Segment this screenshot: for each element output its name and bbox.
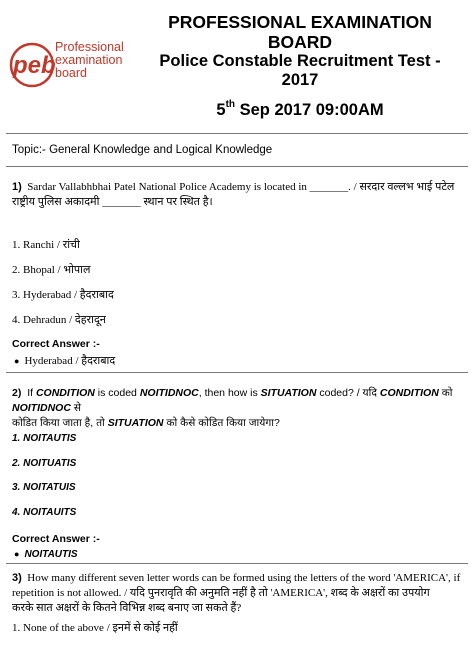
- title-line4: 2017: [281, 71, 319, 89]
- exam-title: [130, 12, 470, 121]
- q1-option-3: 3. Hyderabad / हैदराबाद: [12, 289, 114, 301]
- divider: [6, 133, 468, 134]
- question-2-text: 2) If CONDITION is coded NOITIDNOC, then how is SITUATION coded? / यदि CONDITION को NOITIDNOC से कोडित किया जाता है, तो SITUATION को कैसे कोडित किया जायेगा?: [12, 387, 453, 429]
- q2-correct-answer: ● NOITAUTIS: [14, 549, 78, 560]
- q2-option-1: 1. NOITAUTIS: [12, 433, 77, 444]
- q1-option-1: 1. Ranchi / रांची: [12, 239, 80, 251]
- title-line1: PROFESSIONAL EXAMINATION: [168, 12, 432, 32]
- exam-date: 5th Sep 2017 09:00AM: [216, 99, 384, 119]
- q2-correct-label: Correct Answer :-: [12, 533, 100, 545]
- topic-label: Topic:- General Knowledge and Logical Knowledge: [12, 144, 273, 156]
- q1-correct-answer: ● Hyderabad / हैदराबाद: [14, 355, 116, 367]
- q3-option-1: 1. None of the above / इनमें से कोई नहीं: [12, 622, 178, 634]
- title-line3: Police Constable Recruitment Test -: [159, 52, 441, 70]
- bullet-icon: ●: [14, 549, 20, 559]
- divider: [6, 372, 468, 373]
- logo-text-line1: Professional: [55, 40, 124, 54]
- logo-letters: peb: [13, 52, 56, 79]
- q1-correct-label: Correct Answer :-: [12, 338, 100, 350]
- title-line2: BOARD: [267, 32, 333, 52]
- logo-wordmark: [55, 41, 124, 80]
- exam-header: [0, 0, 474, 128]
- q1-option-4: 4. Dehradun / देहरादून: [12, 314, 106, 326]
- divider: [6, 563, 468, 564]
- q2-option-3: 3. NOITATUIS: [12, 482, 76, 493]
- divider: [6, 166, 468, 167]
- logo-text-line2: examination: [55, 53, 123, 67]
- bullet-icon: ●: [14, 356, 20, 366]
- q2-option-2: 2. NOITUATIS: [12, 458, 77, 469]
- logo-text-line3: board: [55, 66, 87, 80]
- question-3-text: 3) How many different seven letter words can be formed using the letters of the word 'AMERICA', if repetition is not allowed. / यदि पुनरावृति की अनुमति नहीं है तो 'AMERICA', शब्द के अक्षरों का उपयोग करके सात अक्षरों के कितने विभिन्न शब्द बनाए जा सकते हैं?: [12, 572, 461, 614]
- question-1-text: 1) Sardar Vallabhbhai Patel National Police Academy is located in _______. / सरदार वल्लभ भाई पटेल राष्ट्रीय पुलिस अकादमी _______ स्थान पर स्थित है।: [12, 181, 455, 208]
- q1-option-2: 2. Bhopal / भोपाल: [12, 264, 91, 276]
- q2-option-4: 4. NOITAUITS: [12, 507, 77, 518]
